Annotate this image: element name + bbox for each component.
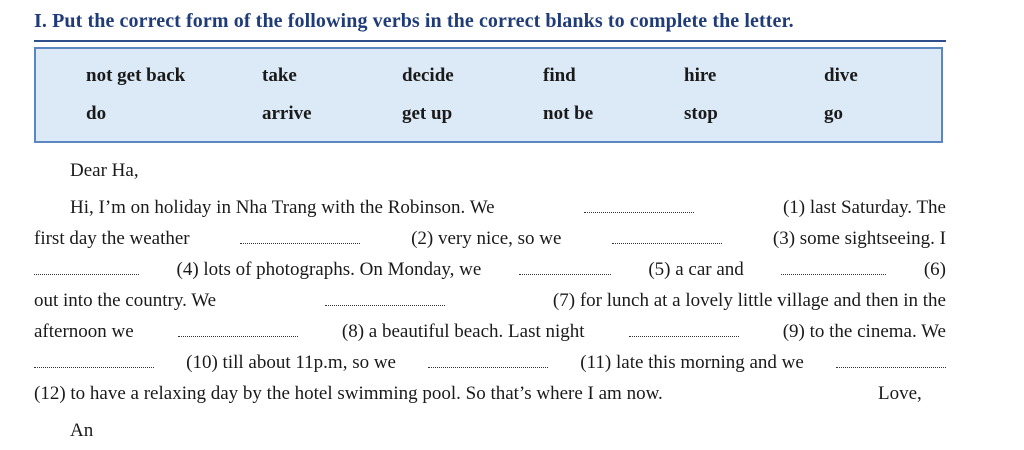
letter-text: out into the country. We [34, 290, 217, 311]
letter-text: first day the weather [34, 228, 190, 249]
letter-text: Hi, I’m on holiday in Nha Trang with the Robinson. We [70, 197, 495, 218]
answer-blank-9[interactable] [629, 322, 739, 337]
word-bank-box [34, 47, 943, 143]
letter-text: (5) a car and [648, 259, 744, 280]
answer-blank-2[interactable] [240, 229, 360, 244]
answer-blank-5[interactable] [519, 260, 611, 275]
word-bank-item: stop [684, 103, 718, 124]
letter-line-4 [34, 290, 946, 312]
letter-line-7: (12) to have a relaxing day by the hotel swimming pool. So that’s where I am now. [34, 383, 663, 404]
letter-text: (4) lots of photographs. On Monday, we [176, 259, 482, 280]
word-bank-item: dive [824, 65, 858, 86]
word-bank-item: hire [684, 65, 717, 86]
letter-closing: Love, [878, 383, 922, 404]
answer-blank-10[interactable] [34, 353, 154, 368]
answer-blank-6[interactable] [781, 260, 886, 275]
letter-greeting: Dear Ha, [70, 160, 139, 181]
word-bank-item: not be [543, 103, 594, 124]
letter-text: (1) last Saturday. The [782, 197, 946, 218]
word-bank-item: get up [402, 103, 453, 124]
answer-blank-11[interactable] [428, 353, 548, 368]
letter-text: (3) some sightseeing. I [772, 228, 946, 249]
title-underline [34, 40, 946, 42]
word-bank-item: take [262, 65, 297, 86]
answer-blank-7[interactable] [325, 291, 445, 306]
letter-text: (8) a beautiful beach. Last night [341, 321, 585, 342]
word-bank-item: do [86, 103, 107, 124]
letter-text: (11) late this morning and we [580, 352, 804, 373]
letter-text: (7) for lunch at a lovely little village and then in the [552, 290, 946, 311]
exercise-title: I. Put the correct form of the following verbs in the correct blanks to complete the letter. [34, 10, 794, 32]
answer-blank-12[interactable] [836, 353, 946, 368]
letter-text: (6) [923, 259, 946, 280]
letter-line-5 [34, 321, 946, 343]
answer-blank-3[interactable] [612, 229, 722, 244]
letter-line-2 [34, 228, 946, 250]
word-bank-item: find [543, 65, 576, 86]
letter-signature: An [70, 420, 94, 441]
answer-blank-4[interactable] [34, 260, 139, 275]
letter-text: (10) till about 11p.m, so we [186, 352, 396, 373]
letter-text: afternoon we [34, 321, 134, 342]
answer-blank-1[interactable] [584, 198, 694, 213]
word-bank-item: decide [402, 65, 454, 86]
word-bank-item: arrive [262, 103, 312, 124]
letter-line-1 [34, 197, 946, 219]
letter-text: (2) very nice, so we [411, 228, 562, 249]
letter-line-6 [34, 352, 946, 374]
answer-blank-8[interactable] [178, 322, 298, 337]
letter-line-3 [34, 259, 946, 281]
word-bank-item: not get back [86, 65, 186, 86]
word-bank-item: go [824, 103, 843, 124]
letter-text: (9) to the cinema. We [782, 321, 946, 342]
